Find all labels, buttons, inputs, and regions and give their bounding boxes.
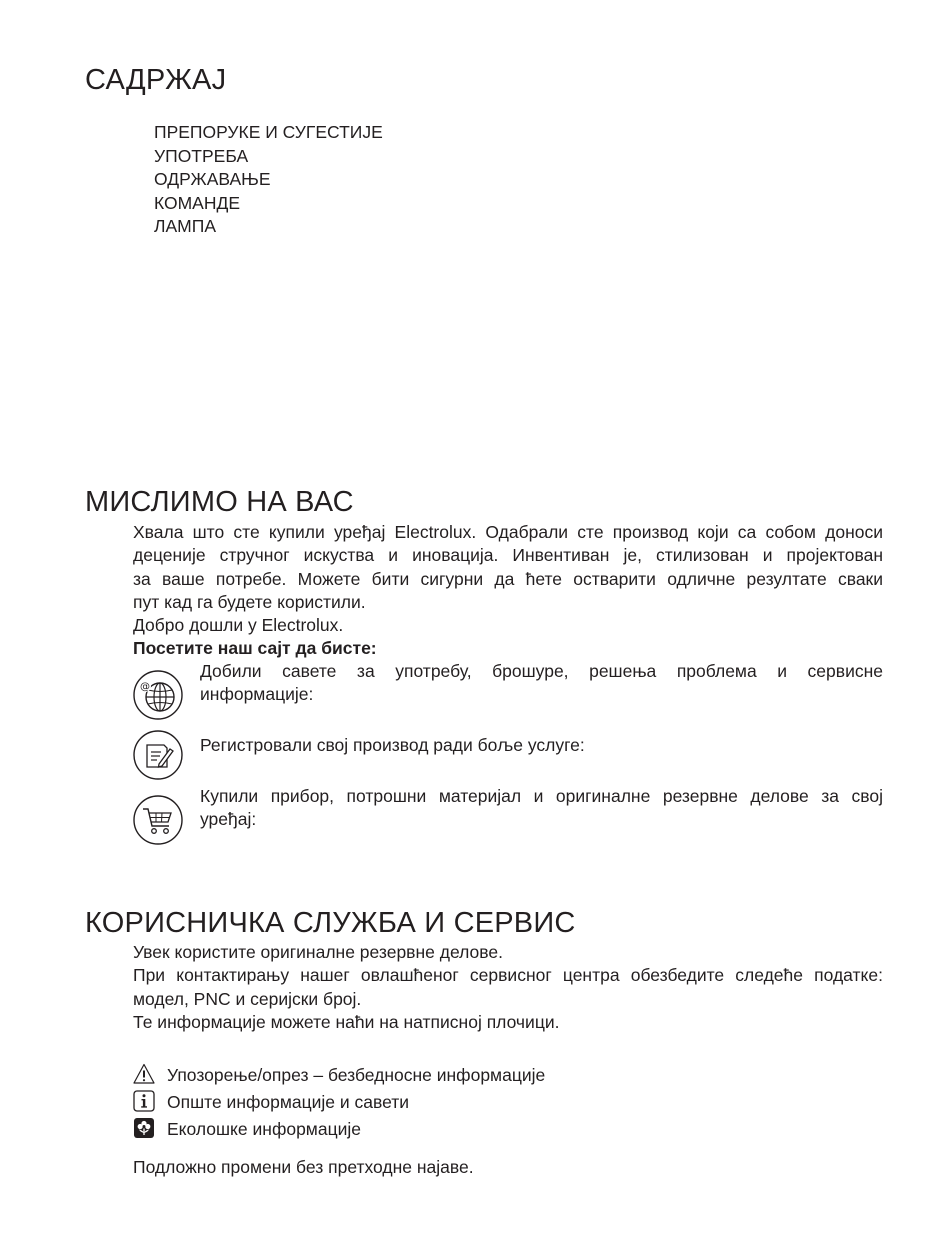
support-info-text: [200, 660, 883, 707]
change-notice-text: Подложно промени без претходне најаве.: [133, 1157, 474, 1177]
intro-paragraph: [133, 521, 883, 661]
customer-service-heading: КОРИСНИЧКА СЛУЖБА И СЕРВИС: [85, 907, 576, 939]
buy-accessories-text: [200, 785, 883, 832]
visit-site-label: Посетите наш сајт да бисте:: [133, 638, 377, 659]
link-text-line: Купили прибор, потрошни материјал и оригиналне резервне делове за свој: [200, 786, 883, 806]
welcome-text: Добро дошли у Electrolux.: [133, 615, 344, 636]
link-text-line: Регистровали свој производ ради боље услуге:: [200, 735, 585, 755]
link-text-line: уређај:: [200, 809, 257, 830]
toc-item-lamp[interactable]: ЛАМПА: [154, 216, 216, 236]
toc-item-controls[interactable]: КОМАНДЕ: [154, 192, 241, 213]
shopping-cart-icon: [133, 795, 183, 845]
table-of-contents: [154, 121, 383, 239]
link-text-line: информације:: [200, 684, 314, 705]
eco-flower-icon: [133, 1117, 155, 1139]
register-product-text: [200, 734, 883, 757]
globe-icon: [133, 670, 183, 720]
service-line: модел, PNC и серијски број.: [133, 988, 362, 1009]
intro-line: деценије стручног искуства и иновација. Инвентиван је, стилизован и пројектован: [133, 545, 883, 566]
legend-eco-text: Еколошке информације: [167, 1119, 361, 1139]
intro-line: Хвала што сте купили уређај Electrolux. Одабрали сте производ који са собом доноси: [133, 522, 883, 542]
svg-text:@: @: [140, 681, 150, 693]
info-icon: [133, 1090, 155, 1112]
contents-heading: САДРЖАЈ: [85, 64, 227, 96]
toc-item-maintenance[interactable]: ОДРЖАВАЊЕ: [154, 169, 271, 189]
service-line: Увек користите оригиналне резервне делове.: [133, 942, 503, 962]
intro-line: пут кад га будете користили.: [133, 591, 366, 612]
link-text-line: Добили савете за употребу, брошуре, решења проблема и сервисне: [200, 661, 883, 681]
intro-line: за ваше потребе. Можете бити сигурни да ћете остварити одличне резултате сваки: [133, 568, 883, 589]
change-notice: [133, 1156, 883, 1179]
thinking-of-you-heading: МИСЛИМО НА ВАС: [85, 486, 354, 518]
warning-triangle-icon: [133, 1063, 155, 1085]
legend-info-text: Опште информације и савети: [167, 1092, 410, 1112]
register-document-icon: [133, 730, 183, 780]
toc-item-recommendations[interactable]: ПРЕПОРУКЕ И СУГЕСТИЈЕ: [154, 122, 383, 142]
service-line: Те информације можете наћи на натписној плочици.: [133, 1011, 560, 1032]
service-line: При контактирању нашег овлашћеног сервисног центра обезбедите следеће податке:: [133, 965, 883, 986]
service-paragraph: [133, 941, 883, 1034]
legend-warning-text: Упозорење/опрез – безбедносне информације: [167, 1065, 546, 1085]
toc-item-use[interactable]: УПОТРЕБА: [154, 145, 249, 166]
